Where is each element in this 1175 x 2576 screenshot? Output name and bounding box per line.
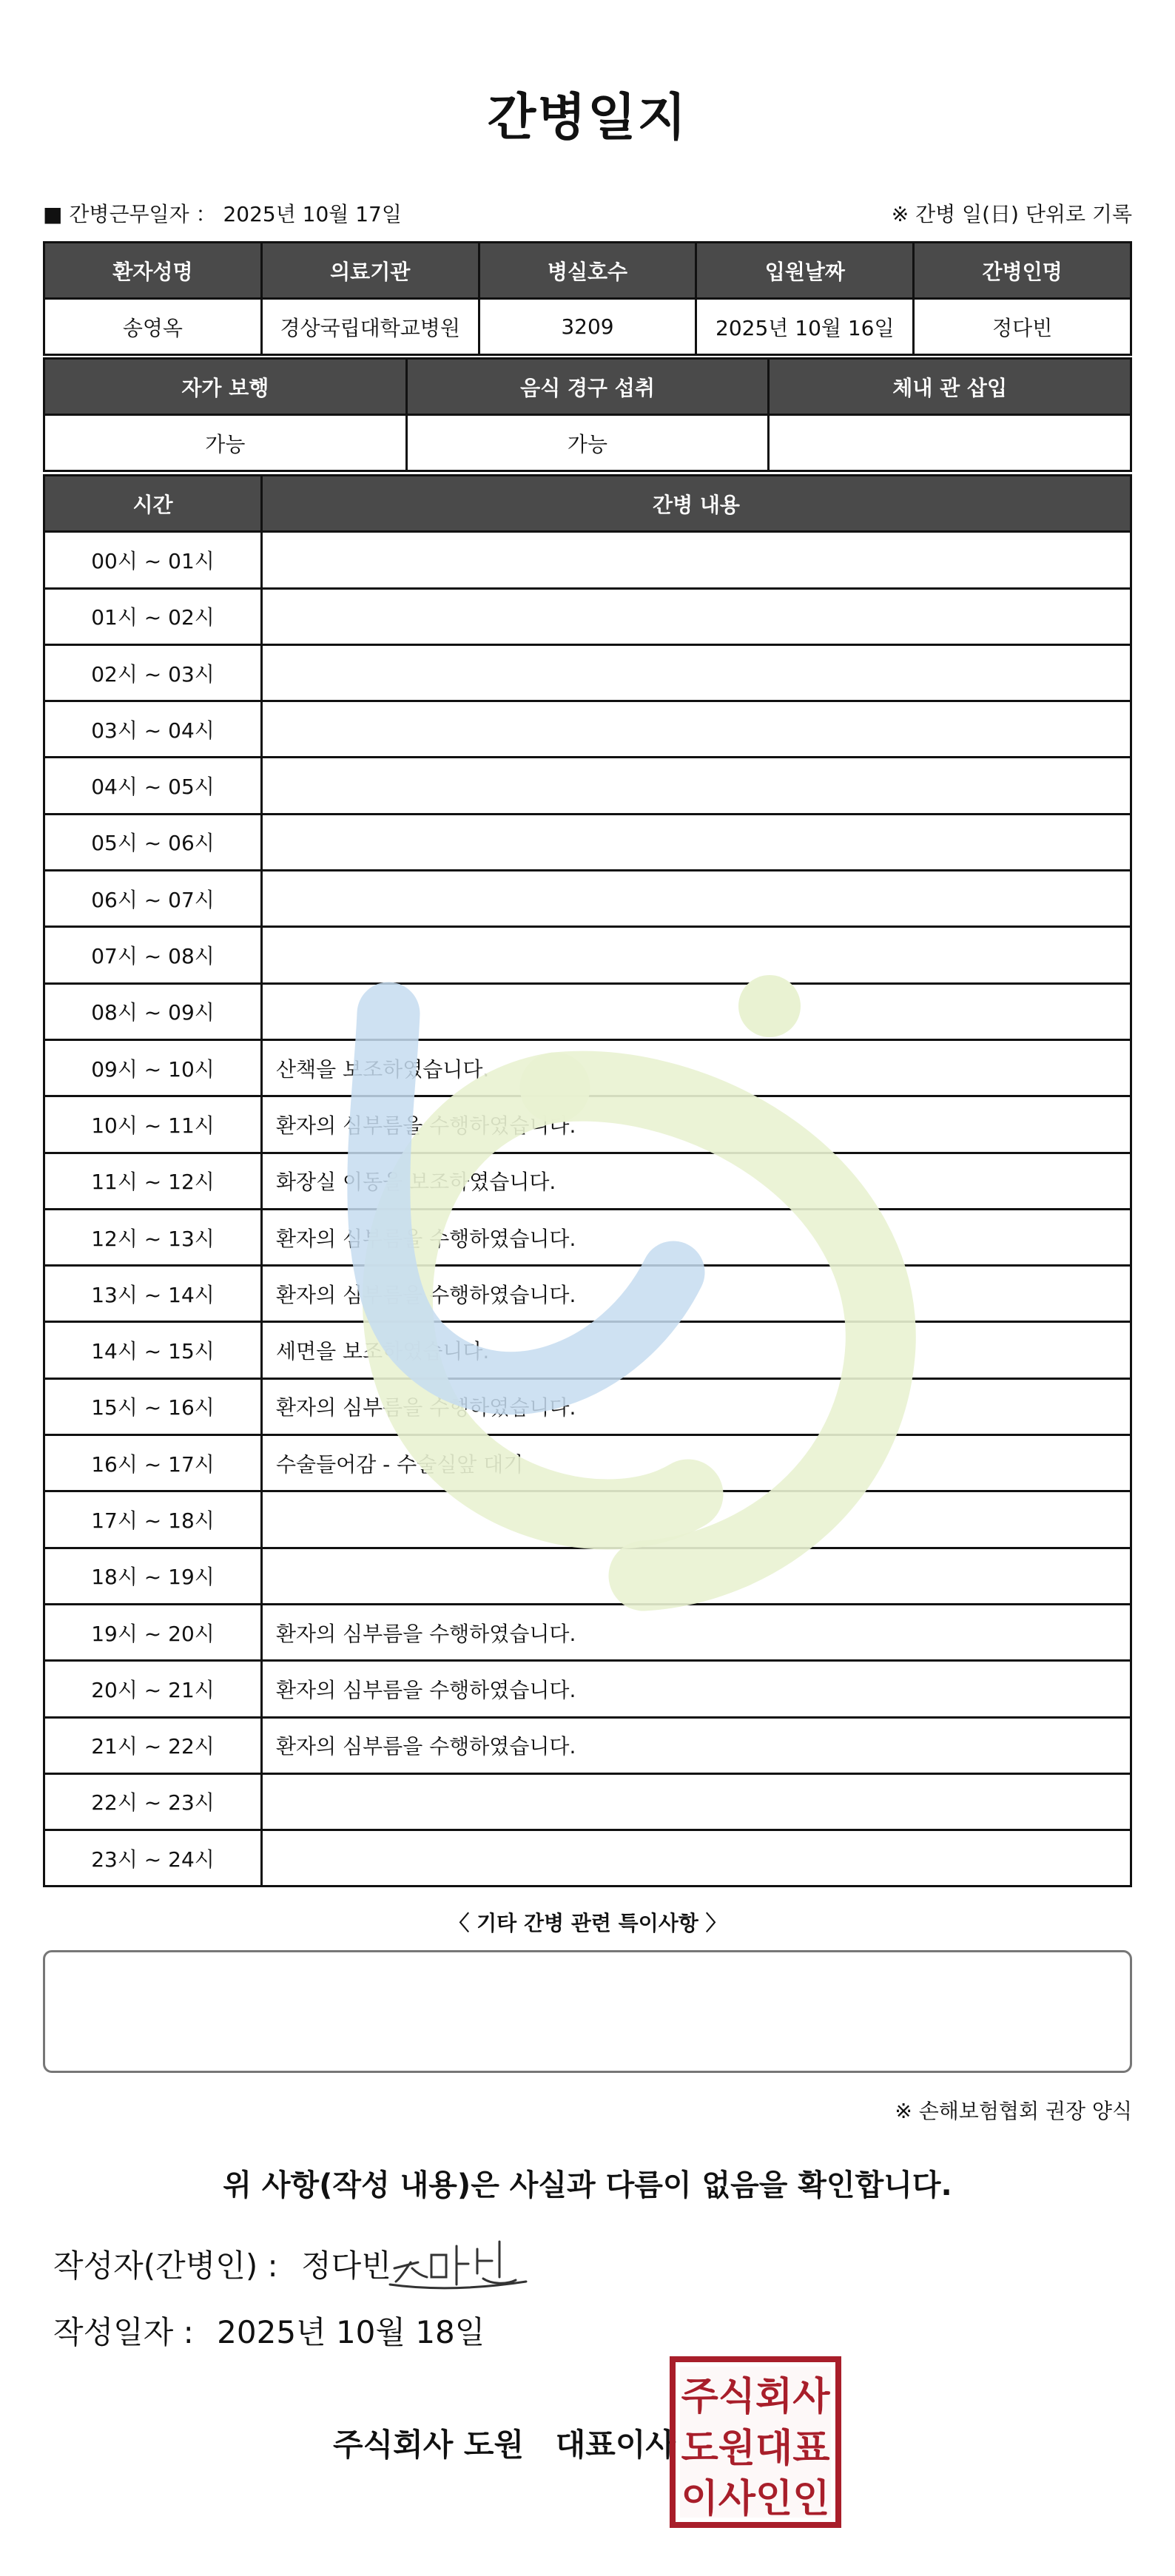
table-row: [44, 701, 1131, 758]
table-row: [44, 588, 1131, 644]
care-content: [262, 983, 1131, 1039]
company-seal: [670, 2356, 841, 2528]
table-header-row: [44, 359, 1131, 415]
signature: [388, 2233, 529, 2292]
table-row: [44, 1096, 1131, 1153]
care-content: [262, 701, 1131, 758]
time-slot: 01시 ~ 02시: [44, 588, 262, 644]
table-row: [44, 1773, 1131, 1830]
time-slot: 02시 ~ 03시: [44, 644, 262, 701]
care-content: [262, 1491, 1131, 1548]
table-row: [44, 1830, 1131, 1887]
work-date-value: 2025년 10월 17일: [223, 202, 402, 226]
table-row: [44, 983, 1131, 1039]
care-content: 수술들어감 - 수술실앞 대기: [262, 1435, 1131, 1491]
walking-status: 가능: [44, 415, 407, 471]
writer-label: 작성자(간병인) :: [53, 2248, 278, 2284]
admission-date: 2025년 10월 16일: [696, 299, 914, 355]
table-row: [44, 1661, 1131, 1717]
svg-text:주식회사: 주식회사: [681, 2375, 830, 2419]
header-room: 병실호수: [479, 243, 696, 299]
table-row: [44, 1491, 1131, 1548]
hourly-care-log-table: [43, 474, 1132, 1887]
header-walking: 자가 보행: [44, 359, 407, 415]
care-content: [262, 1773, 1131, 1830]
table-row: [44, 1153, 1131, 1209]
header-admission-date: 입원날짜: [696, 243, 914, 299]
work-date-label: ■ 간병근무일자 ：: [43, 202, 217, 226]
care-content: [262, 588, 1131, 644]
room-number: 3209: [479, 299, 696, 355]
table-row: [44, 758, 1131, 814]
unit-note: ※ 간병 일(日) 단위로 기록: [891, 202, 1132, 226]
written-date-line: [53, 2308, 498, 2353]
company-name: 주식회사 도원: [333, 2427, 525, 2463]
table-row: [44, 415, 1131, 471]
care-content: [262, 1830, 1131, 1887]
time-slot: 20시 ~ 21시: [44, 1661, 262, 1717]
written-date-label: 작성일자 :: [53, 2314, 194, 2350]
table-row: [44, 1322, 1131, 1378]
svg-text:이사인인: 이사인인: [681, 2477, 830, 2521]
table-row: [44, 532, 1131, 588]
time-slot: 17시 ~ 18시: [44, 1491, 262, 1548]
tube-status: [769, 415, 1131, 471]
patient-info-table: [43, 241, 1132, 356]
time-slot: 07시 ~ 08시: [44, 927, 262, 983]
company-line: [333, 2421, 696, 2465]
table-row: [44, 1717, 1131, 1773]
care-content: [262, 814, 1131, 870]
care-content: [262, 758, 1131, 814]
table-row: [44, 299, 1131, 355]
care-content: [262, 927, 1131, 983]
care-content: 환자의 심부름을 수행하였습니다.: [262, 1266, 1131, 1322]
table-row: [44, 1548, 1131, 1604]
time-slot: 18시 ~ 19시: [44, 1548, 262, 1604]
header-care-content: 간병 내용: [262, 476, 1131, 532]
patient-name: 송영옥: [44, 299, 262, 355]
table-row: [44, 871, 1131, 927]
time-slot: 15시 ~ 16시: [44, 1378, 262, 1434]
time-slot: 21시 ~ 22시: [44, 1717, 262, 1773]
care-content: 환자의 심부름을 수행하였습니다.: [262, 1378, 1131, 1434]
writer-line: [53, 2242, 405, 2286]
care-content: 환자의 심부름을 수행하였습니다.: [262, 1604, 1131, 1660]
table-row: [44, 1039, 1131, 1096]
work-date: [43, 198, 402, 228]
time-slot: 13시 ~ 14시: [44, 1266, 262, 1322]
care-content: [262, 871, 1131, 927]
care-content: 환자의 심부름을 수행하였습니다.: [262, 1661, 1131, 1717]
time-slot: 09시 ~ 10시: [44, 1039, 262, 1096]
table-row: [44, 644, 1131, 701]
table-row: [44, 1266, 1131, 1322]
care-content: 산책을 보조하였습니다.: [262, 1039, 1131, 1096]
time-slot: 14시 ~ 15시: [44, 1322, 262, 1378]
writer-name: 정다빈: [301, 2248, 391, 2284]
written-date-value: 2025년 10월 18일: [217, 2314, 485, 2350]
notes-box: [43, 1950, 1132, 2073]
confirmation-statement: 위 사항(작성 내용)은 사실과 다름이 없음을 확인합니다.: [223, 2168, 952, 2202]
oral-intake-status: 가능: [406, 415, 769, 471]
time-slot: 16시 ~ 17시: [44, 1435, 262, 1491]
table-row: [44, 1378, 1131, 1434]
time-slot: 05시 ~ 06시: [44, 814, 262, 870]
table-row: [44, 927, 1131, 983]
care-content: 환자의 심부름을 수행하였습니다.: [262, 1096, 1131, 1153]
caregiver-name: 정다빈: [914, 299, 1131, 355]
time-slot: 03시 ~ 04시: [44, 701, 262, 758]
patient-status-table: [43, 357, 1132, 472]
signature-strokes: [390, 2242, 526, 2288]
header-patient-name: 환자성명: [44, 243, 262, 299]
header-hospital: 의료기관: [261, 243, 479, 299]
time-slot: 06시 ~ 07시: [44, 871, 262, 927]
recommendation-note: ※ 손해보험협회 권장 양식: [895, 2099, 1132, 2123]
care-content: [262, 644, 1131, 701]
care-content: 환자의 심부름을 수행하였습니다.: [262, 1209, 1131, 1265]
page-title: 간병일지: [487, 89, 688, 147]
table-row: [44, 1209, 1131, 1265]
time-slot: 23시 ~ 24시: [44, 1830, 262, 1887]
time-slot: 00시 ~ 01시: [44, 532, 262, 588]
care-content: 환자의 심부름을 수행하였습니다.: [262, 1717, 1131, 1773]
table-header-row: [44, 476, 1131, 532]
table-row: [44, 1435, 1131, 1491]
header-time: 시간: [44, 476, 262, 532]
care-content: 화장실 이동을 보조하였습니다.: [262, 1153, 1131, 1209]
table-row: [44, 1604, 1131, 1660]
care-content: [262, 532, 1131, 588]
seal-glyphs: [681, 2375, 831, 2521]
svg-text:도원대표: 도원대표: [681, 2427, 830, 2471]
time-slot: 04시 ~ 05시: [44, 758, 262, 814]
time-slot: 19시 ~ 20시: [44, 1604, 262, 1660]
header-oral-intake: 음식 경구 섭취: [406, 359, 769, 415]
table-row: [44, 814, 1131, 870]
table-header-row: [44, 243, 1131, 299]
time-slot: 10시 ~ 11시: [44, 1096, 262, 1153]
hospital: 경상국립대학교병원: [261, 299, 479, 355]
company-title: 대표이사: [555, 2427, 676, 2463]
time-slot: 22시 ~ 23시: [44, 1773, 262, 1830]
care-content: [262, 1548, 1131, 1604]
header-tube: 체내 관 삽입: [769, 359, 1131, 415]
time-slot: 08시 ~ 09시: [44, 983, 262, 1039]
notes-title: 〈 기타 간병 관련 특이사항 〉: [448, 1911, 727, 1935]
care-content: 세면을 보조하였습니다.: [262, 1322, 1131, 1378]
time-slot: 12시 ~ 13시: [44, 1209, 262, 1265]
time-slot: 11시 ~ 12시: [44, 1153, 262, 1209]
header-caregiver: 간병인명: [914, 243, 1131, 299]
